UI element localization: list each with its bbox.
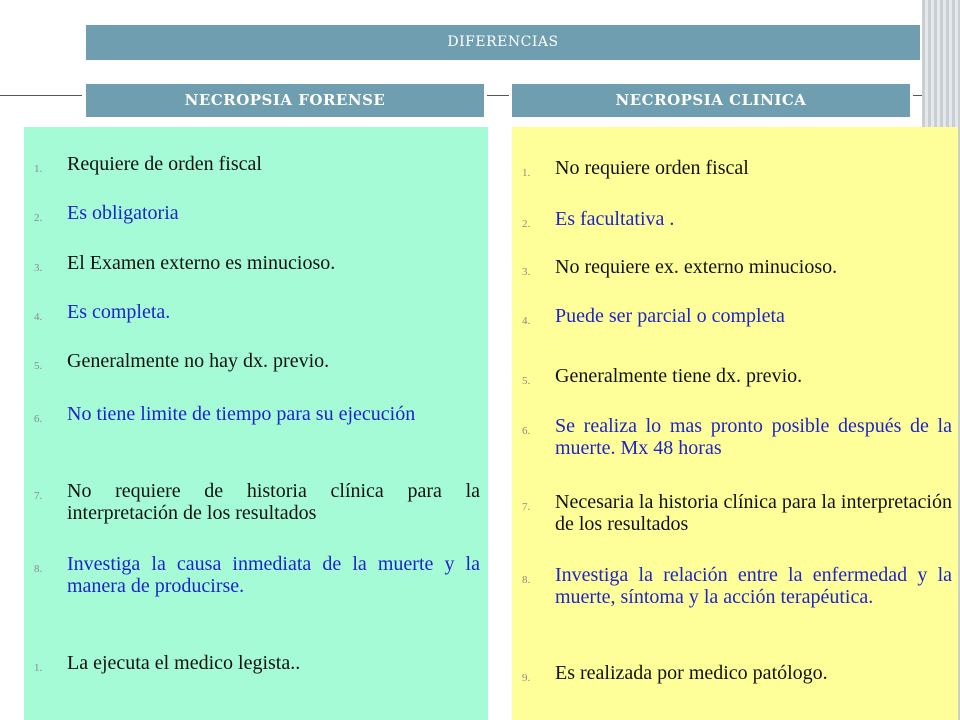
item-number: 7. — [522, 501, 531, 513]
list-item — [24, 350, 480, 377]
list-item — [24, 301, 480, 328]
list-item — [512, 305, 952, 332]
list-item — [512, 415, 952, 459]
item-number: 6. — [34, 413, 43, 425]
forensic-panel — [24, 127, 488, 720]
list-item — [512, 365, 952, 392]
item-text: La ejecuta el medico legista.. — [67, 652, 301, 674]
item-text: No requiere ex. externo minucioso. — [555, 256, 838, 278]
item-text: Es facultativa . — [555, 208, 675, 230]
item-text: No requiere de historia clínica para la interpretación de los resultados — [67, 480, 480, 524]
top-left-rule — [0, 95, 82, 96]
item-number: 8. — [34, 563, 43, 575]
list-item — [24, 153, 480, 180]
list-item — [512, 662, 952, 689]
list-item — [24, 652, 480, 679]
item-number: 9. — [522, 672, 531, 684]
item-text: Se realiza lo mas pronto posible después de la muerte. Mx 48 horas — [555, 415, 952, 459]
clinical-column-title: NECROPSIA CLINICA — [512, 84, 910, 117]
list-item — [512, 491, 952, 535]
item-number: 7. — [34, 490, 43, 502]
list-item — [512, 564, 952, 608]
list-item — [24, 553, 480, 597]
item-number: 1. — [34, 662, 43, 674]
item-text: No tiene limite de tiempo para su ejecución — [67, 403, 416, 425]
item-number: 3. — [522, 266, 531, 278]
item-number: 8. — [522, 574, 531, 586]
item-text: Generalmente tiene dx. previo. — [555, 365, 803, 387]
list-item — [512, 256, 952, 283]
item-text: Investiga la causa inmediata de la muerte y la manera de producirse. — [67, 553, 480, 597]
item-number: 2. — [522, 218, 531, 230]
list-item — [24, 202, 480, 229]
item-text: No requiere orden fiscal — [555, 157, 749, 179]
list-item — [512, 208, 952, 235]
item-number: 5. — [522, 375, 531, 387]
item-text: Es realizada por medico patólogo. — [555, 662, 828, 684]
item-text: Necesaria la historia clínica para la interpretación de los resultados — [555, 491, 952, 535]
item-number: 4. — [34, 311, 43, 323]
list-item — [512, 157, 952, 184]
item-text: Generalmente no hay dx. previo. — [67, 350, 330, 372]
item-text: El Examen externo es minucioso. — [67, 252, 336, 274]
clinical-panel — [512, 127, 958, 720]
item-number: 5. — [34, 360, 43, 372]
list-item — [24, 403, 480, 430]
item-text: Requiere de orden fiscal — [67, 153, 262, 175]
item-text: Puede ser parcial o completa — [555, 305, 785, 327]
list-item — [24, 252, 480, 279]
item-text: Es obligatoria — [67, 202, 179, 224]
differences-header: DIFERENCIAS — [86, 25, 920, 60]
item-number: 6. — [522, 425, 531, 437]
item-text: Investiga la relación entre la enfermedad y la muerte, síntoma y la acción terapéutica. — [555, 564, 952, 608]
forensic-column-title: NECROPSIA FORENSE — [86, 84, 484, 117]
top-center-rule — [487, 95, 509, 96]
list-item — [24, 480, 480, 524]
item-number: 1. — [34, 163, 43, 175]
item-number: 2. — [34, 212, 43, 224]
item-number: 1. — [522, 167, 531, 179]
item-number: 3. — [34, 262, 43, 274]
item-text: Es completa. — [67, 301, 171, 323]
item-number: 4. — [522, 315, 531, 327]
